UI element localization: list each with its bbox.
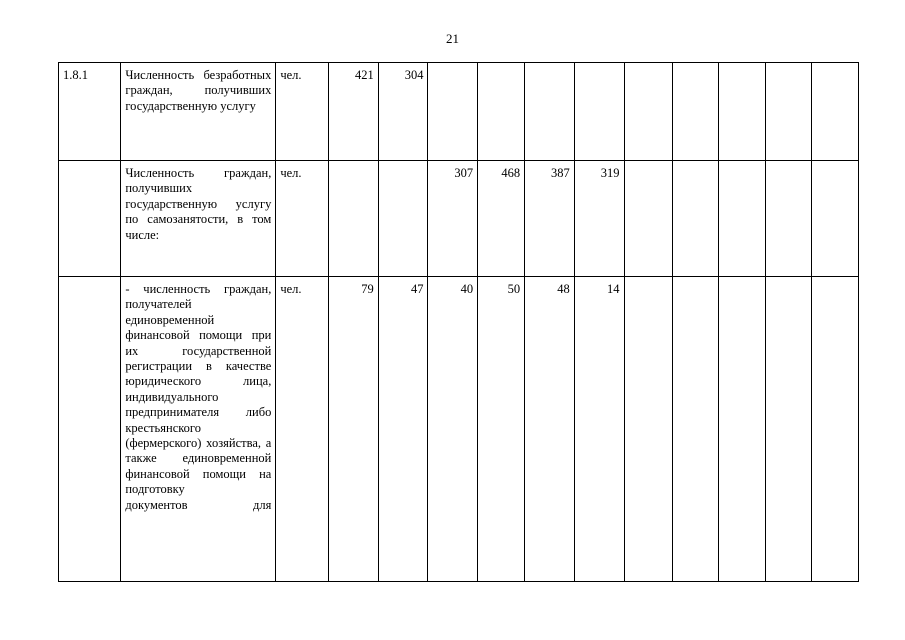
- row-code: [59, 161, 121, 277]
- row-description: [121, 277, 276, 582]
- table-row: [59, 63, 905, 161]
- value-cell: 387: [525, 161, 575, 277]
- value-cell: 14: [574, 277, 624, 582]
- row-description: Численность граждан, получивших государственную услугу по самозанятости, в том числе:: [121, 161, 276, 277]
- row-unit: чел.: [276, 277, 329, 582]
- page-number: 21: [446, 31, 459, 46]
- value-cell: [811, 277, 858, 582]
- value-cell: [574, 63, 624, 161]
- value-cell: 319: [574, 161, 624, 277]
- value-cell: 79: [329, 277, 379, 582]
- value-cell: [719, 161, 766, 277]
- value-cell: [765, 161, 811, 277]
- row-description-continued: документов для: [125, 497, 272, 512]
- row-unit: чел.: [276, 161, 329, 277]
- value-cell: [525, 63, 575, 161]
- table-row: [59, 161, 905, 277]
- row-code: 1.8.1: [59, 63, 121, 161]
- value-cell: [329, 161, 379, 277]
- value-cell: [673, 161, 719, 277]
- value-cell: 50: [478, 277, 525, 582]
- value-cell: 40: [428, 277, 478, 582]
- value-cell: [719, 277, 766, 582]
- value-cell: [428, 63, 478, 161]
- value-cell: 307: [428, 161, 478, 277]
- value-cell: 468: [478, 161, 525, 277]
- value-cell: 421: [329, 63, 379, 161]
- value-cell: [673, 277, 719, 582]
- value-cell: [378, 161, 428, 277]
- data-table: [58, 62, 905, 582]
- value-cell: [624, 277, 673, 582]
- value-cell: [719, 63, 766, 161]
- value-cell: [673, 63, 719, 161]
- value-cell: 47: [378, 277, 428, 582]
- table-row: [59, 277, 905, 582]
- value-cell: [811, 161, 858, 277]
- value-cell: [811, 63, 858, 161]
- row-unit: чел.: [276, 63, 329, 161]
- value-cell: 304: [378, 63, 428, 161]
- value-cell: [765, 63, 811, 161]
- value-cell: [624, 161, 673, 277]
- value-cell: [478, 63, 525, 161]
- value-cell: 48: [525, 277, 575, 582]
- value-cell: [765, 277, 811, 582]
- row-description: Численность безработных граждан, получивших государственную услугу: [121, 63, 276, 161]
- row-description-text: - численность граждан, получателей единовременной финансовой помощи при их государственной регистрации в качестве юридического лица, индивидуального предпринимателя либо крестьянского (фермерского) хозяйства, а также единовременной финансовой помощи на подготовку: [125, 282, 272, 497]
- value-cell: [624, 63, 673, 161]
- row-code: [59, 277, 121, 582]
